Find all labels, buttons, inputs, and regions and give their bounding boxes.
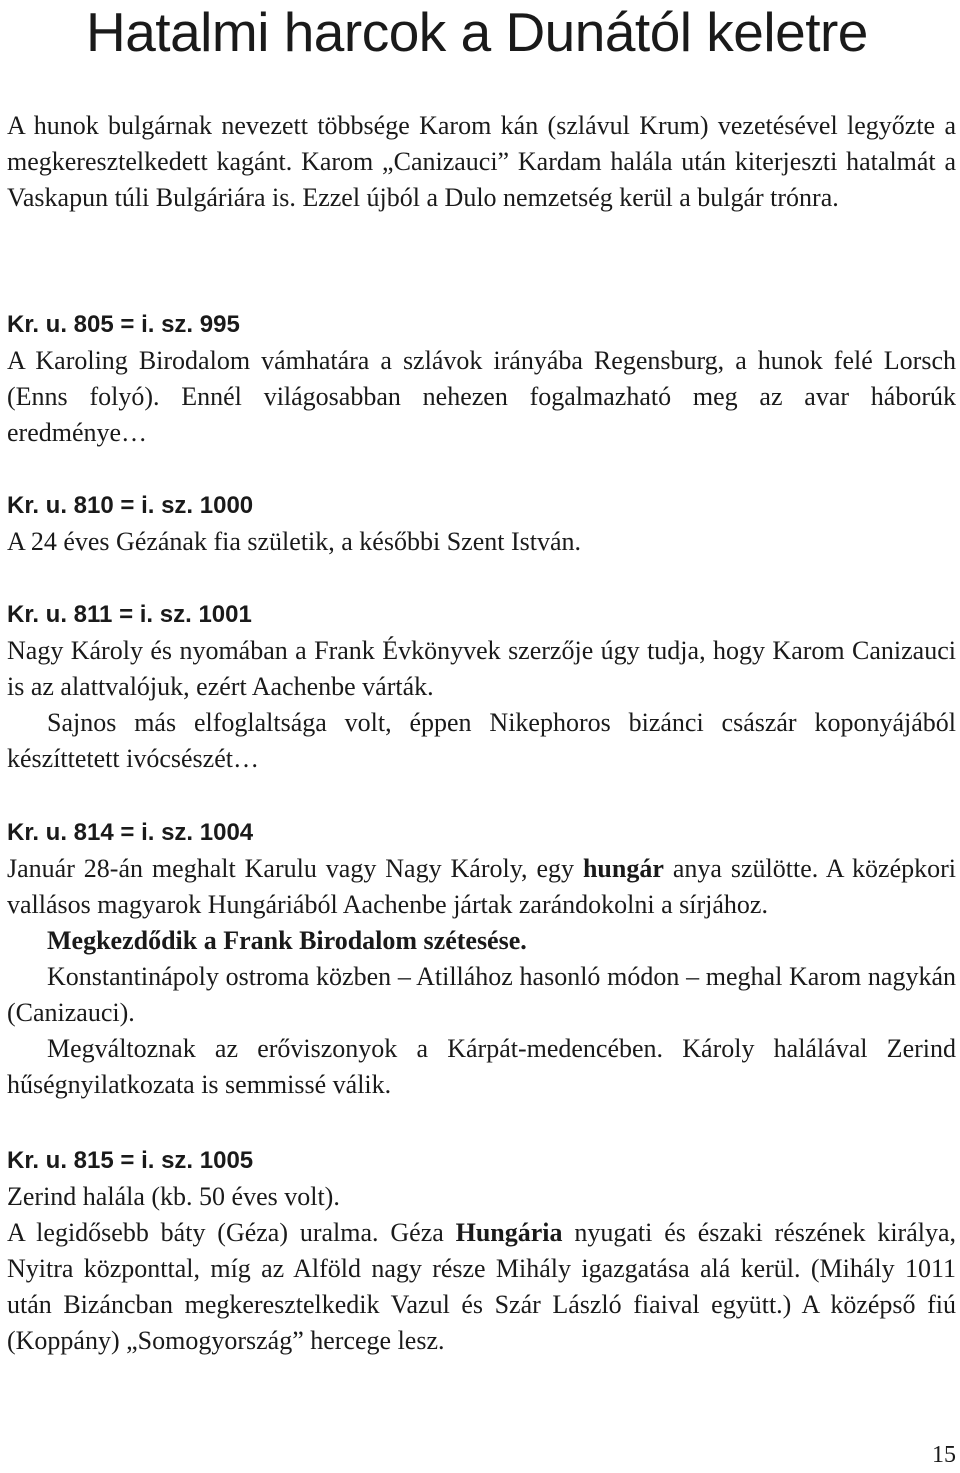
intro-paragraph: A hunok bulgárnak nevezett többsége Karom kán (szlávul Krum) vezetésével legyőzte a megkeresztelkedett kagánt. Karom „Canizauci” Kardam halála után kiterjeszti hatalmát a Vaskapun túli Bulgáriára is. Ezzel újból a Dulo nemzetség kerül a bulgár trónra. [7,111,956,212]
text-run: A legidősebb báty (Géza) uralma. Géza [7,1218,456,1247]
entry-paragraph [7,1215,956,1359]
bold-text: Hungária [455,1218,563,1247]
entry-paragraph: Konstantinápoly ostroma közben – Atillához hasonló módon – meghal Karom nagykán (Canizauci). [7,962,956,1027]
bold-text: hungár [582,854,664,883]
text-run: anya szülötte. A középkori vallásos magyarok Hungáriából Aachenbe jártak zarándokolni a sírjához. [7,854,956,919]
text-run: nyugati és északi részének királya, Nyitra központtal, míg az Alföld nagy része Mihály igazgatása alá kerül. (Mihály 1011 után Bizáncban megkeresztelkedik Vazul és Szár László fiaival együtt.) A középső fiú (Koppány) „Somogyország” hercege lesz. [7,1218,957,1355]
text-run: Január 28-án meghalt Karulu vagy Nagy Károly, egy [7,854,583,883]
entry-date: Kr. u. 811 = i. sz. 1001 [7,601,252,628]
entry-date: Kr. u. 815 = i. sz. 1005 [7,1147,254,1174]
entry-date: Kr. u. 805 = i. sz. 995 [7,311,240,338]
entry-810 [7,488,956,560]
entry-paragraph-bold: Megkezdődik a Frank Birodalom szétesése. [47,926,527,955]
page-title: Hatalmi harcok a Dunától keletre [86,1,868,63]
entry-paragraph: A 24 éves Gézának fia születik, a későbbi Szent István. [7,527,581,556]
entry-date: Kr. u. 810 = i. sz. 1000 [7,492,254,519]
entry-date: Kr. u. 814 = i. sz. 1004 [7,819,254,846]
entry-811 [7,597,956,777]
entry-paragraph: A Karoling Birodalom vámhatára a szlávok irányába Regensburg, a hunok felé Lorsch (Enns folyó). Ennél világosabban nehezen fogalmazható meg az avar háborúk eredménye… [7,346,956,447]
entry-814 [7,815,956,1103]
entry-paragraph: Megváltoznak az erőviszonyok a Kárpát-medencében. Károly halálával Zerind hűségnyilatkozata is semmissé válik. [7,1034,956,1099]
page-number: 15 [932,1442,956,1468]
entry-paragraph: Nagy Károly és nyomában a Frank Évkönyvek szerzője úgy tudja, hogy Karom Canizauci is az alattvalójuk, ezért Aachenbe várták. [7,636,956,701]
entry-paragraph: Zerind halála (kb. 50 éves volt). [7,1182,340,1211]
entry-805 [7,307,956,451]
entry-paragraph: Sajnos más elfoglaltsága volt, éppen Nikephoros bizánci császár koponyájából készíttetett ivócsészét… [7,708,956,773]
entry-paragraph [7,851,956,923]
entry-815 [7,1143,956,1359]
